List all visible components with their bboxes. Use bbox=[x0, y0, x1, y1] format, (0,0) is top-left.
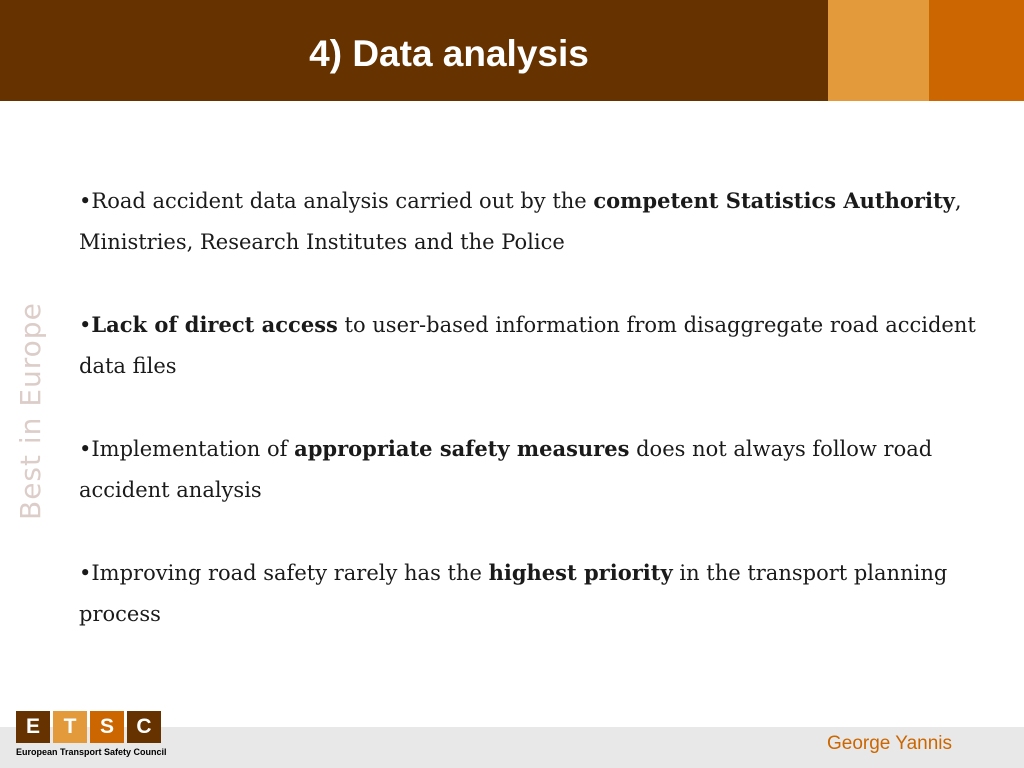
bullet-item bbox=[79, 304, 999, 387]
bullet-text: •Road accident data analysis carried out by the bbox=[79, 189, 594, 213]
logo-letter-box: C bbox=[127, 711, 161, 743]
bullet-text: to user-based information from disaggregate road accident data files bbox=[79, 313, 976, 378]
bullet-text: does not always follow road accident analysis bbox=[79, 437, 933, 502]
logo-subtitle: European Transport Safety Council bbox=[16, 747, 167, 757]
bullet-text: , Ministries, Research Institutes and the Police bbox=[79, 189, 962, 254]
bullet-emphasis: competent Statistics Authority bbox=[593, 188, 955, 213]
side-tagline: Best in Europe bbox=[14, 302, 47, 520]
slide-body bbox=[79, 180, 999, 676]
author-name: George Yannis bbox=[827, 733, 952, 754]
logo-letter-box: T bbox=[53, 711, 87, 743]
bullet-text: •Implementation of bbox=[79, 437, 295, 461]
logo-letter-boxes bbox=[16, 711, 166, 743]
bullet-item bbox=[79, 428, 999, 511]
slide-title: 4) Data analysis bbox=[309, 33, 589, 74]
etsc-logo bbox=[16, 711, 166, 763]
bullet-text: • bbox=[79, 313, 92, 337]
bullet-emphasis: highest priority bbox=[488, 560, 673, 585]
bullet-text: •Improving road safety rarely has the bbox=[79, 561, 489, 585]
bullet-item bbox=[79, 180, 999, 263]
logo-letter-box: S bbox=[90, 711, 124, 743]
bullet-text: in the transport planning process bbox=[79, 561, 948, 626]
bullet-emphasis: Lack of direct access bbox=[91, 312, 338, 337]
title-accent-block-dark bbox=[929, 0, 1024, 101]
bullet-item bbox=[79, 552, 999, 635]
bullet-emphasis: appropriate safety measures bbox=[294, 436, 630, 461]
logo-letter-box: E bbox=[16, 711, 50, 743]
